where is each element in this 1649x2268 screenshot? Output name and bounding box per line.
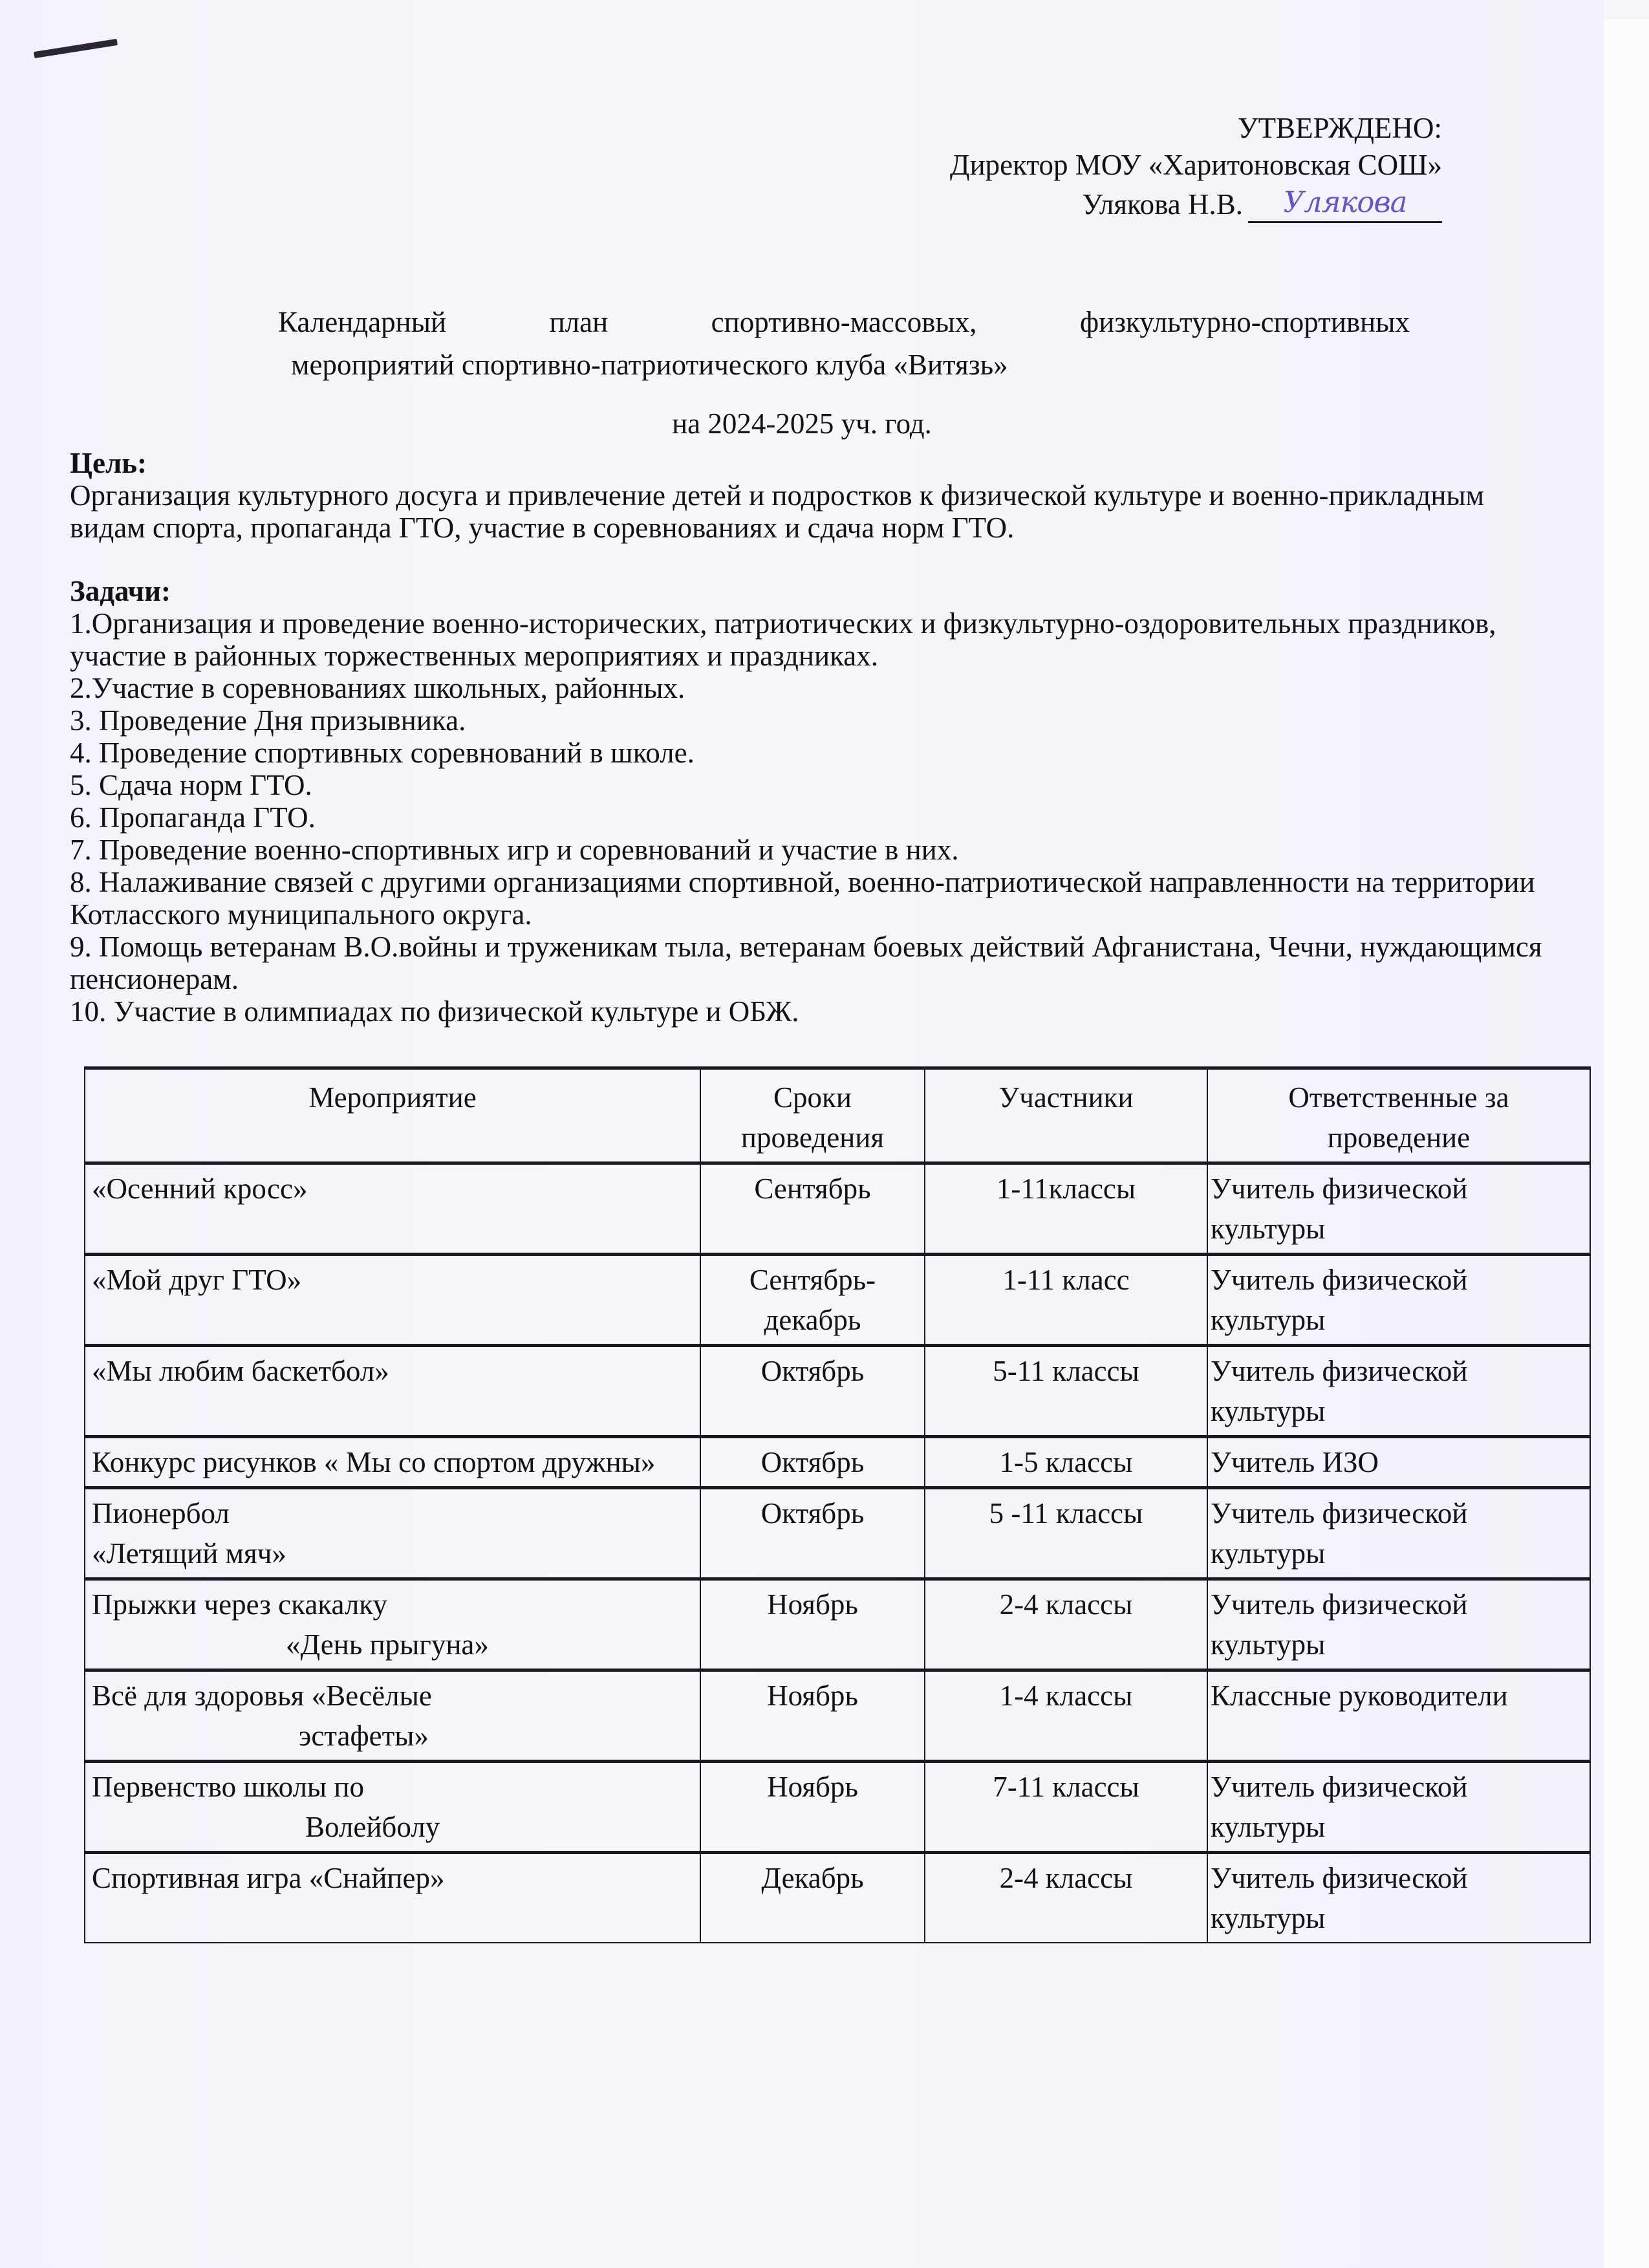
scan-edge	[1604, 19, 1649, 2268]
title-word: план	[549, 306, 609, 338]
cell-event: «Мой друг ГТО»	[85, 1255, 700, 1346]
cell-participants: 5 -11 классы	[925, 1488, 1207, 1579]
cell-period: Сентябрь-декабрь	[700, 1255, 925, 1346]
cell-event: «Мы любим баскетбол»	[85, 1346, 700, 1437]
events-table	[84, 1066, 1591, 1943]
cell-participants: 7-11 классы	[925, 1762, 1207, 1853]
cell-responsible: Учитель физической культуры	[1207, 1255, 1590, 1346]
table-row	[85, 1437, 1590, 1488]
cell-event: Пионербол «Летящий мяч»	[85, 1488, 700, 1579]
title-line-1	[278, 301, 1410, 343]
approval-label: УТВЕРЖДЕНО:	[1237, 112, 1442, 144]
cell-period: Октябрь	[700, 1437, 925, 1488]
table-row	[85, 1670, 1590, 1762]
cell-period: Ноябрь	[700, 1670, 925, 1762]
header-participants: Участники	[925, 1068, 1207, 1163]
table-row	[85, 1488, 1590, 1579]
cell-participants: 1-11классы	[925, 1163, 1207, 1255]
cell-event: «Осенний кросс»	[85, 1163, 700, 1255]
signature-line	[1248, 184, 1442, 223]
approval-block	[950, 110, 1442, 223]
goal-heading: Цель:	[70, 447, 147, 479]
cell-period: Октябрь	[700, 1346, 925, 1437]
cell-period: Октябрь	[700, 1488, 925, 1579]
cell-responsible: Учитель ИЗО	[1207, 1437, 1590, 1488]
cell-responsible: Учитель физической культуры	[1207, 1163, 1590, 1255]
task-item: 10. Участие в олимпиадах по физической культуре и ОБЖ.	[70, 995, 799, 1028]
table-row	[85, 1579, 1590, 1670]
cell-event: Первенство школы по Волейболу	[85, 1762, 700, 1853]
title-word: спортивно-массовых,	[711, 306, 977, 338]
title-word: Календарный	[278, 306, 447, 338]
table-row	[85, 1255, 1590, 1346]
task-item: 7. Проведение военно-спортивных игр и соревнований и участие в них.	[70, 834, 959, 866]
cell-responsible: Учитель физической культуры	[1207, 1853, 1590, 1943]
title-line-2: мероприятий спортивно-патриотического клуба «Витязь»	[291, 349, 1008, 381]
cell-responsible: Классные руководители	[1207, 1670, 1590, 1762]
cell-participants: 1-11 класс	[925, 1255, 1207, 1346]
cell-period: Декабрь	[700, 1853, 925, 1943]
document-flow	[0, 110, 1604, 1943]
cell-responsible: Учитель физической культуры	[1207, 1579, 1590, 1670]
cell-participants: 1-5 классы	[925, 1437, 1207, 1488]
task-item: 6. Пропаганда ГТО.	[70, 801, 316, 834]
scan-mark	[34, 39, 118, 58]
cell-event: Спортивная игра «Снайпер»	[85, 1853, 700, 1943]
title-year: на 2024-2025 уч. год.	[672, 407, 932, 440]
task-item: 8. Налаживание связей с другими организациями спортивной, военно-патриотической направленности на территории Котласского муниципального округа.	[70, 866, 1535, 931]
cell-participants: 2-4 классы	[925, 1853, 1207, 1943]
table-row	[85, 1853, 1590, 1943]
task-item: 1.Организация и проведение военно-исторических, патриотических и физкультурно-оздоровительных праздников, участие в районных торжественных мероприятиях и праздниках.	[70, 607, 1496, 672]
task-item: 9. Помощь ветеранам В.О.войны и труженикам тыла, ветеранам боевых действий Афганистана, Чечни, нуждающимся пенсионерам.	[70, 931, 1542, 995]
task-item: 3. Проведение Дня призывника.	[70, 704, 466, 737]
approval-name: Улякова Н.В.	[1082, 188, 1243, 221]
cell-responsible: Учитель физической культуры	[1207, 1488, 1590, 1579]
table-header-row	[85, 1068, 1590, 1163]
header-event: Мероприятие	[85, 1068, 700, 1163]
signature: Улякова	[1283, 185, 1407, 219]
header-period: Сроки проведения	[700, 1068, 925, 1163]
table-row	[85, 1346, 1590, 1437]
table-row	[85, 1762, 1590, 1853]
document-title	[278, 301, 1410, 386]
cell-period: Сентябрь	[700, 1163, 925, 1255]
cell-responsible: Учитель физической культуры	[1207, 1346, 1590, 1437]
task-item: 4. Проведение спортивных соревнований в школе.	[70, 737, 695, 769]
approval-position: Директор МОУ «Харитоновская СОШ»	[949, 149, 1442, 181]
cell-participants: 1-4 классы	[925, 1670, 1207, 1762]
tasks-heading: Задачи:	[70, 575, 171, 607]
cell-period: Ноябрь	[700, 1579, 925, 1670]
goal-text: Организация культурного досуга и привлечение детей и подростков к физической культуре и военно-прикладным видам спорта, пропаганда ГТО, участие в соревнованиях и сдача норм ГТО.	[70, 479, 1485, 544]
task-item: 5. Сдача норм ГТО.	[70, 769, 312, 801]
cell-event: Всё для здоровья «Весёлые эстафеты»	[85, 1670, 700, 1762]
body-text	[70, 447, 1557, 1028]
cell-participants: 5-11 классы	[925, 1346, 1207, 1437]
task-item: 2.Участие в соревнованиях школьных, районных.	[70, 672, 685, 704]
cell-participants: 2-4 классы	[925, 1579, 1207, 1670]
cell-event: Прыжки через скакалку «День прыгуна»	[85, 1579, 700, 1670]
cell-responsible: Учитель физической культуры	[1207, 1762, 1590, 1853]
title-word: физкультурно-спортивных	[1080, 306, 1410, 338]
approval-name-line	[950, 184, 1442, 223]
header-responsible: Ответственные за проведение	[1207, 1068, 1590, 1163]
cell-event: Конкурс рисунков « Мы со спортом дружны»	[85, 1437, 700, 1488]
cell-period: Ноябрь	[700, 1762, 925, 1853]
table-row	[85, 1163, 1590, 1255]
